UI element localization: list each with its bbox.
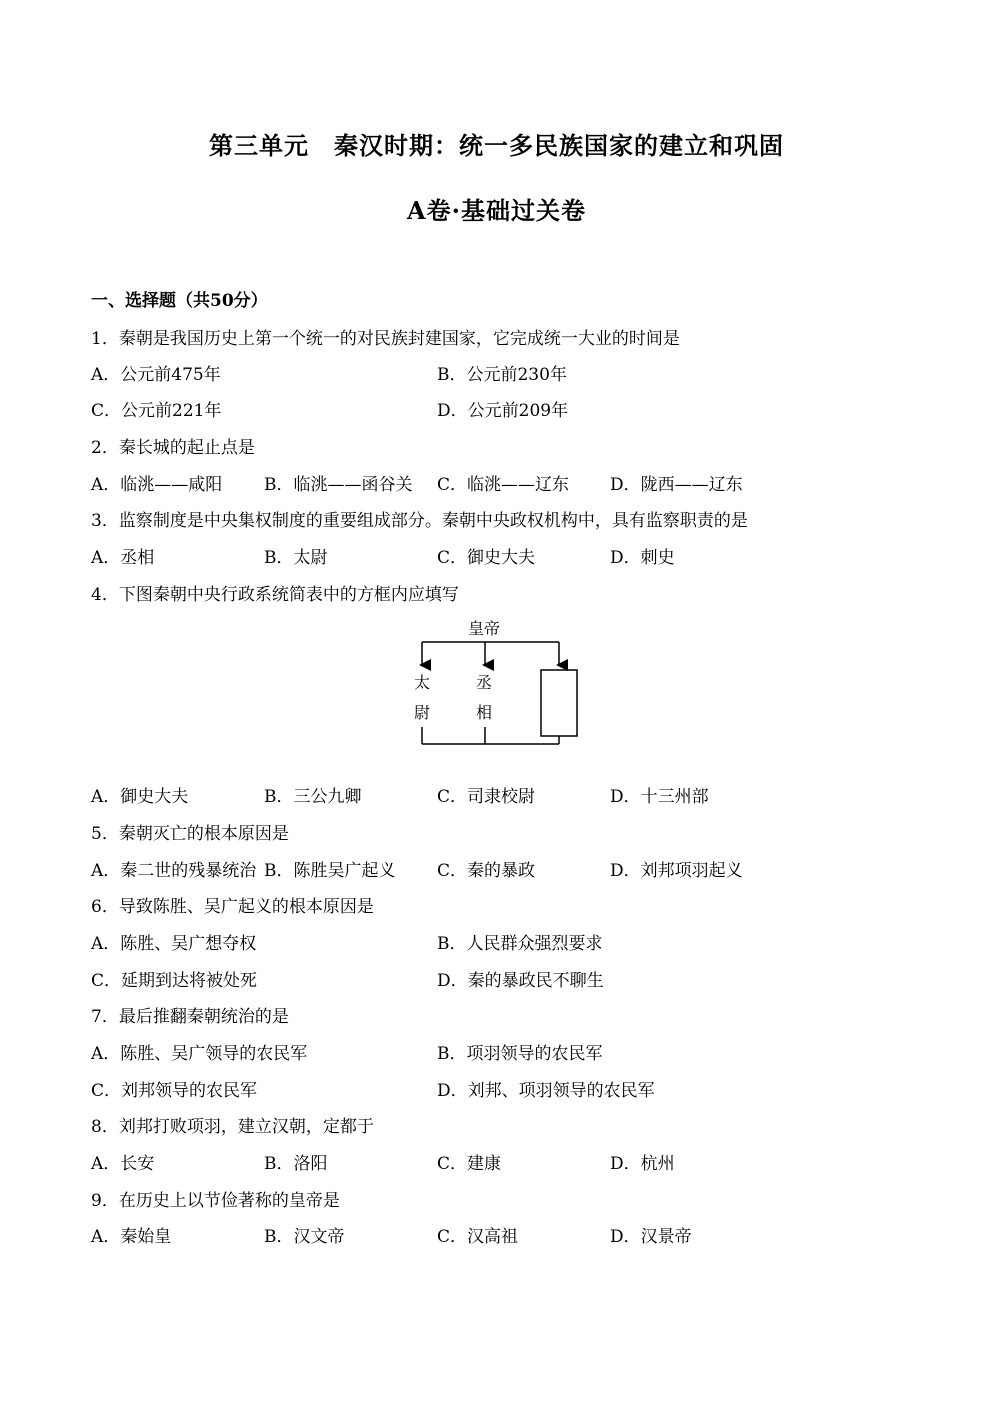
- q8-option-a: A．长安: [91, 1154, 155, 1174]
- q2-option-b: B．临洮——函谷关: [264, 475, 413, 495]
- admin-system-diagram: [410, 615, 590, 755]
- q8-option-b: B．洛阳: [264, 1154, 328, 1174]
- q1-option-d: D．公元前209年: [437, 401, 569, 421]
- q3-option-a: A．丞相: [91, 548, 155, 568]
- diagram-left-char-2: 尉: [414, 703, 431, 722]
- page-subtitle: A卷·基础过关卷: [407, 196, 586, 225]
- section-heading: 一、选择题（共50分）: [91, 291, 268, 311]
- question-2: 2．秦长城的起止点是: [91, 438, 255, 458]
- q2-option-d: D．陇西——辽东: [610, 475, 743, 495]
- diagram-left-char-1: 太: [414, 673, 431, 692]
- q3-option-d: D．刺史: [610, 548, 675, 568]
- q4-option-b: B．三公九卿: [264, 787, 362, 807]
- q1-option-a: A．公元前475年: [91, 365, 221, 385]
- q3-option-c: C．御史大夫: [437, 548, 536, 568]
- diagram-emperor-label: 皇帝: [468, 619, 501, 638]
- q3-option-b: B．太尉: [264, 548, 328, 568]
- q2-option-a: A．临洮——咸阳: [91, 475, 223, 495]
- q5-option-a: A．秦二世的残暴统治: [91, 861, 257, 881]
- q6-option-b: B．人民群众强烈要求: [437, 934, 603, 954]
- q1-option-b: B．公元前230年: [437, 365, 567, 385]
- page-title: 第三单元 秦汉时期：统一多民族国家的建立和巩固: [209, 131, 784, 160]
- q9-option-b: B．汉文帝: [264, 1227, 345, 1247]
- q5-option-b: B．陈胜吴广起义: [264, 861, 396, 881]
- question-8: 8．刘邦打败项羽，建立汉朝，定都于: [91, 1117, 374, 1137]
- diagram-mid-char-2: 相: [476, 703, 493, 722]
- q7-option-c: C．刘邦领导的农民军: [91, 1081, 258, 1101]
- question-4: 4．下图秦朝中央行政系统简表中的方框内应填写: [91, 585, 459, 605]
- q4-option-c: C．司隶校尉: [437, 787, 536, 807]
- q5-option-d: D．刘邦项羽起义: [610, 861, 743, 881]
- q9-option-c: C．汉高祖: [437, 1227, 519, 1247]
- q1-option-c: C．公元前221年: [91, 401, 222, 421]
- question-7: 7．最后推翻秦朝统治的是: [91, 1007, 289, 1027]
- question-5: 5．秦朝灭亡的根本原因是: [91, 824, 289, 844]
- q7-option-b: B．项羽领导的农民军: [437, 1044, 603, 1064]
- q8-option-c: C．建康: [437, 1154, 502, 1174]
- q8-option-d: D．杭州: [610, 1154, 675, 1174]
- q4-option-d: D．十三州部: [610, 787, 709, 807]
- diagram-blank-box: [541, 670, 577, 736]
- diagram-mid-char-1: 丞: [476, 673, 493, 692]
- q6-option-d: D．秦的暴政民不聊生: [437, 971, 604, 991]
- q7-option-d: D．刘邦、项羽领导的农民军: [437, 1081, 655, 1101]
- question-3: 3．监察制度是中央集权制度的重要组成部分。秦朝中央政权机构中，具有监察职责的是: [91, 511, 748, 531]
- q6-option-a: A．陈胜、吴广想夺权: [91, 934, 257, 954]
- question-9: 9．在历史上以节俭著称的皇帝是: [91, 1191, 340, 1211]
- q7-option-a: A．陈胜、吴广领导的农民军: [91, 1044, 308, 1064]
- question-1: 1．秦朝是我国历史上第一个统一的对民族封建国家，它完成统一大业的时间是: [91, 329, 680, 349]
- q5-option-c: C．秦的暴政: [437, 861, 536, 881]
- q9-option-a: A．秦始皇: [91, 1227, 172, 1247]
- q9-option-d: D．汉景帝: [610, 1227, 692, 1247]
- q4-option-a: A．御史大夫: [91, 787, 189, 807]
- q6-option-c: C．延期到达将被处死: [91, 971, 258, 991]
- question-6: 6．导致陈胜、吴广起义的根本原因是: [91, 897, 374, 917]
- q2-option-c: C．临洮——辽东: [437, 475, 570, 495]
